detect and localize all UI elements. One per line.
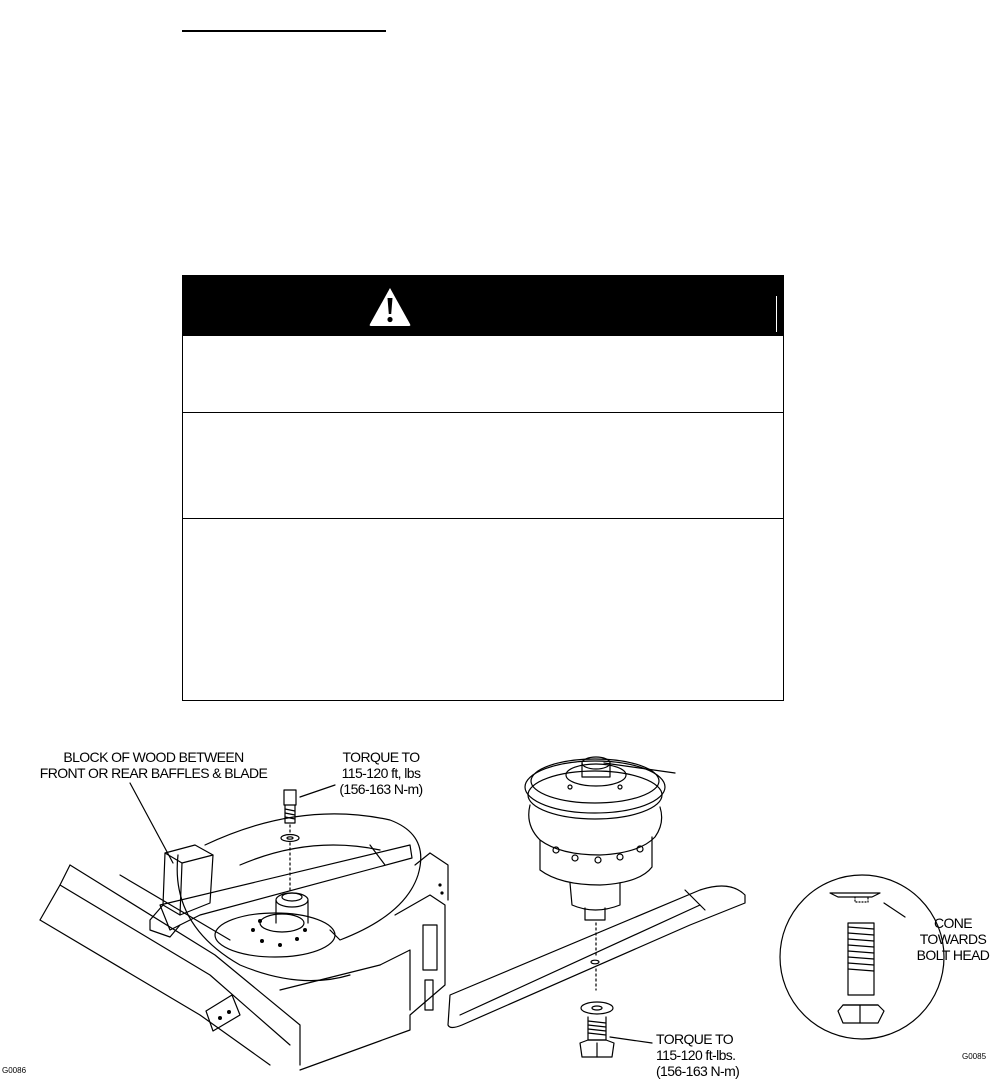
alert-triangle-icon: [368, 286, 412, 328]
heading-underline: [182, 30, 386, 32]
left-figure-code: G0086: [2, 1066, 27, 1075]
banner-edge-line: [776, 296, 777, 332]
mower-deck-drawing: [40, 783, 448, 1070]
cone-towards-bolt-head-label: CONE TOWARDS BOLT HEAD: [916, 915, 990, 963]
block-of-wood-label: BLOCK OF WOOD BETWEEN FRONT OR REAR BAFFLES & BLADE: [39, 749, 268, 781]
right-figure-code: G0085: [962, 1052, 987, 1061]
warning-section-3: [183, 519, 783, 699]
blade-installation-figure: [0, 725, 1005, 1079]
warning-banner: [183, 276, 783, 336]
warning-section-2: [183, 413, 783, 518]
warning-section-1: [183, 338, 783, 412]
warning-box: [182, 275, 784, 701]
spindle-blade-drawing: [448, 757, 745, 1057]
left-torque-label: TORQUE TO 115-120 ft, lbs (156-163 N-m): [339, 749, 423, 797]
right-torque-label: TORQUE TO 115-120 ft-lbs. (156-163 N-m): [656, 1031, 740, 1079]
